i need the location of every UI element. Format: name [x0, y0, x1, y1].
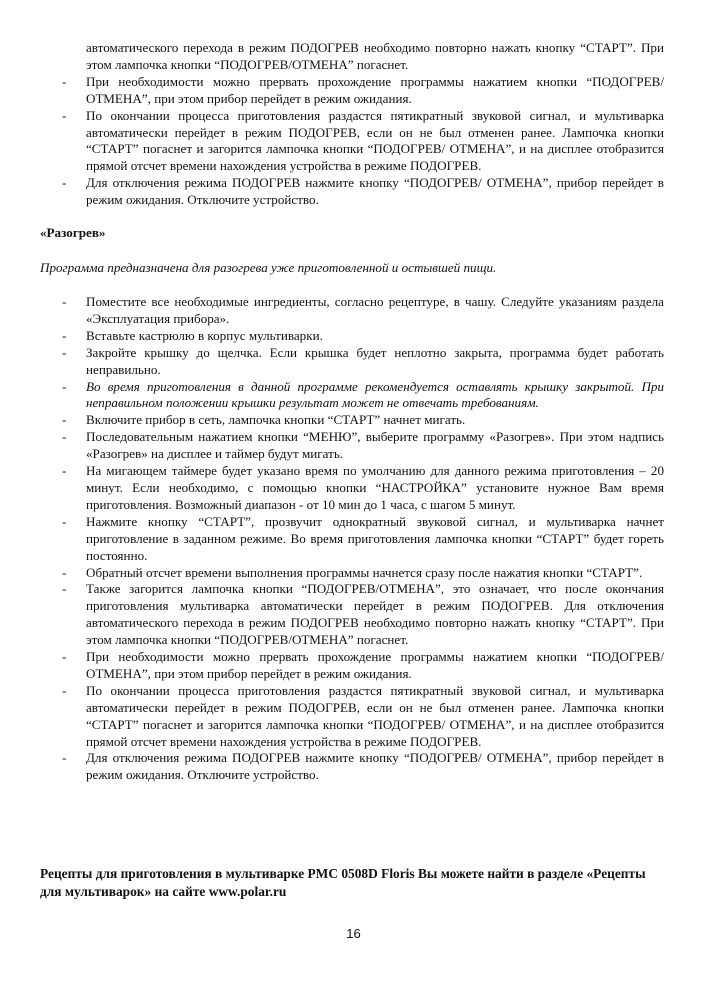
bullet-dash: -	[62, 327, 67, 343]
recipes-note: Рецепты для приготовления в мультиварке PMC 0508D Floris Вы можете найти в разделе «Рецепты для мультиварок» на сайте www.polar.ru	[40, 866, 646, 899]
list-item-text: Поместите все необходимые ингредиенты, согласно рецептуре, в чашу. Следуйте указаниям раздела «Эксплуатация прибора».	[86, 294, 664, 326]
bullet-dash: -	[62, 564, 67, 580]
list-item	[40, 514, 664, 565]
list-item-text: Для отключения режима ПОДОГРЕВ нажмите кнопку “ПОДОГРЕВ/ ОТМЕНА”, прибор перейдет в режим ожидания. Отключите устройство.	[86, 750, 664, 783]
list-item	[40, 581, 664, 649]
continuation-text: автоматического перехода в режим ПОДОГРЕВ необходимо повторно нажать кнопку “СТАРТ”. При этом лампочка кнопки “ПОДОГРЕВ/ОТМЕНА” погаснет.	[86, 40, 664, 72]
list-item	[40, 649, 664, 683]
list-item-text: При необходимости можно прервать прохождение программы нажатием кнопки “ПОДОГРЕВ/ ОТМЕНА”, при этом прибор перейдет в режим ожидания.	[86, 73, 664, 106]
main-bullet-list	[40, 294, 664, 784]
bullet-dash: -	[62, 463, 67, 479]
list-item-note	[40, 379, 664, 413]
bullet-dash: -	[62, 513, 67, 529]
bullet-dash: -	[62, 378, 67, 394]
list-item	[40, 463, 664, 514]
list-item-text: Обратный отсчет времени выполнения программы начнется сразу после нажатия кнопки “СТАРТ”.	[86, 564, 643, 580]
bullet-dash: -	[62, 175, 67, 191]
section-heading: «Разогрев»	[40, 225, 106, 240]
bullet-dash: -	[62, 750, 67, 766]
top-bullet-list	[40, 74, 664, 209]
section-intro: Программа предназначена для разогрева уже приготовленной и остывшей пищи.	[40, 260, 497, 275]
bullet-dash: -	[62, 649, 67, 665]
list-item	[40, 328, 664, 345]
list-item-text: По окончании процесса приготовления раздастся пятикратный звуковой сигнал, и мультиварка автоматически перейдет в режим ПОДОГРЕВ, если он не был отменен ранее. Лампочка кнопки “СТАРТ” погаснет и загорится лампочка кнопки “ПОДОГРЕВ/ ОТМЕНА”, и на дисплее отобразится прямой отсчет времени нахождения устройства в режиме ПОДОГРЕВ.	[86, 682, 664, 749]
list-item-text: При необходимости можно прервать прохождение программы нажатием кнопки “ПОДОГРЕВ/ ОТМЕНА”, при этом прибор перейдет в режим ожидания.	[86, 649, 664, 681]
bullet-dash: -	[62, 73, 67, 89]
bullet-dash: -	[62, 581, 67, 597]
page-number: 16	[346, 926, 361, 941]
top-section	[40, 40, 664, 209]
main-section	[40, 294, 664, 784]
bullet-dash: -	[62, 107, 67, 123]
list-item	[40, 345, 664, 379]
bullet-dash: -	[62, 682, 67, 698]
list-item-text: Последовательным нажатием кнопки “МЕНЮ”, выберите программу «Разогрев». При этом надпись «Разогрев» на дисплее и таймер будут мигать.	[86, 429, 664, 462]
bullet-dash: -	[62, 294, 67, 309]
list-item-text: Закройте крышку до щелчка. Если крышка будет неплотно закрыта, программа будет работать неправильно.	[86, 344, 664, 377]
list-item-text: Нажмите кнопку “СТАРТ”, прозвучит однократный звуковой сигнал, и мультиварка начнет приготовление в заданном режиме. Во время приготовления лампочка кнопки “СТАРТ” будет гореть постоянно.	[86, 513, 664, 563]
list-item-text: По окончании процесса приготовления раздастся пятикратный звуковой сигнал, и мультиварка автоматически перейдет в режим ПОДОГРЕВ, если он не был отменен ранее. Лампочка кнопки “СТАРТ” погаснет и загорится лампочка кнопки “ПОДОГРЕВ/ ОТМЕНА”, и на дисплее отобразится прямой отсчет времени нахождения устройства в режиме ПОДОГРЕВ.	[86, 107, 664, 174]
list-item	[40, 683, 664, 751]
list-item	[40, 175, 664, 209]
list-item	[40, 294, 664, 328]
list-item-text: Вставьте кастрюлю в корпус мультиварки.	[86, 327, 323, 343]
list-item-text: Во время приготовления в данной программе рекомендуется оставлять крышку закрытой. При неправильном положении крышки результат может не отвечать требованиям.	[86, 378, 664, 411]
list-item	[40, 74, 664, 108]
list-item	[40, 750, 664, 784]
list-item	[40, 108, 664, 176]
list-item-text: На мигающем таймере будет указано время по умолчанию для данного режима приготовления – 20 минут. Если необходимо, с помощью кнопки “НАСТРОЙКА” установите нужное Вам время приготовления. Возможный диапазон - от 10 мин до 1 часа, с шагом 5 минут.	[86, 463, 664, 512]
bullet-dash: -	[62, 412, 67, 428]
list-item	[40, 429, 664, 463]
list-item	[40, 412, 664, 429]
bullet-dash: -	[62, 344, 67, 360]
bullet-dash: -	[62, 429, 67, 445]
list-item-text: Включите прибор в сеть, лампочка кнопки “СТАРТ” начнет мигать.	[86, 412, 466, 428]
list-item-text: Также загорится лампочка кнопки “ПОДОГРЕВ/ОТМЕНА”, это означает, что после окончания приготовления мультиварка автоматически перейдет в режим ПОДОГРЕВ. Для отключения автоматического перехода в режим ПОДОГРЕВ необходимо повторно нажать кнопку “СТАРТ”. При этом лампочка кнопки “ПОДОГРЕВ/ОТМЕНА” погаснет.	[86, 581, 664, 648]
list-item	[40, 565, 664, 582]
list-item-text: Для отключения режима ПОДОГРЕВ нажмите кнопку “ПОДОГРЕВ/ ОТМЕНА”, прибор перейдет в режим ожидания. Отключите устройство.	[86, 175, 664, 208]
